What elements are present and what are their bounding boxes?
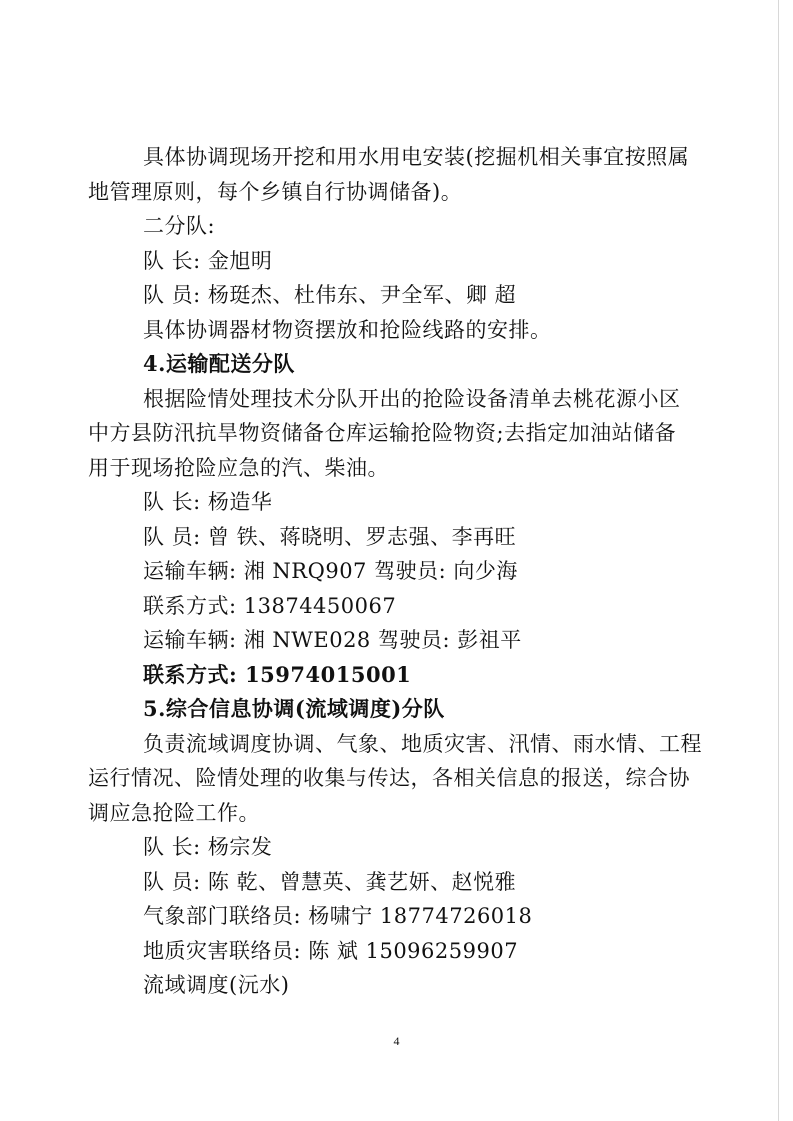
text-line-21: 队 长: 杨宗发 (143, 835, 273, 859)
text-line-25: 流域调度(沅水) (143, 973, 290, 997)
scan-edge-divider (778, 0, 779, 1121)
text-line-2: 地管理原则，每个乡镇自行协调储备)。 (88, 179, 463, 204)
text-line-24: 地质灾害联络员: 陈 斌 15096259907 (143, 938, 519, 963)
text-line-11: 队 长: 杨造华 (143, 490, 273, 514)
text-line-6: 具体协调器材物资摆放和抢险线路的安排。 (143, 317, 552, 342)
document-body (88, 140, 708, 1003)
text-line-22: 队 员: 陈 乾、曾慧英、龚艺妍、赵悦雅 (143, 869, 517, 894)
text-line-14: 联系方式: 13874450067 (143, 593, 397, 618)
text-line-4: 队 长: 金旭明 (143, 248, 273, 273)
text-line-8: 根据险情处理技术分队开出的抢险设备清单去桃花源小区 (143, 386, 681, 411)
text-line-13: 运输车辆: 湘 NRQ907 驾驶员: 向少海 (143, 559, 518, 583)
text-line-20: 调应急抢险工作。 (88, 800, 260, 825)
page-number: 4 (393, 1034, 400, 1048)
text-line-19: 运行情况、险情处理的收集与传达，各相关信息的报送，综合协 (88, 766, 690, 790)
text-line-23: 气象部门联络员: 杨啸宁 18774726018 (143, 904, 533, 928)
text-line-9: 中方县防汛抗旱物资储备仓库运输抢险物资;去指定加油站储备 (88, 421, 677, 445)
text-line-15: 运输车辆: 湘 NWE028 驾驶员: 彭祖平 (143, 628, 522, 652)
text-line-10: 用于现场抢险应急的汽、柴油。 (88, 455, 389, 480)
text-line-1: 具体协调现场开挖和用水用电安装(挖掘机相关事宜按照属 (143, 145, 690, 169)
text-line-18: 负责流域调度协调、气象、地质灾害、汛情、雨水情、工程 (143, 731, 702, 756)
text-line-16: 联系方式: 15974015001 (143, 661, 412, 687)
section-heading-4: 4.运输配送分队 (143, 351, 295, 376)
text-line-3: 二分队: (143, 214, 216, 238)
text-line-5: 队 员: 杨珽杰、杜伟东、尹全军、卿 超 (143, 283, 517, 307)
section-heading-5: 5.综合信息协调(流域调度)分队 (143, 696, 445, 721)
text-line-12: 队 员: 曾 铁、蒋晓明、罗志强、李再旺 (143, 524, 517, 549)
